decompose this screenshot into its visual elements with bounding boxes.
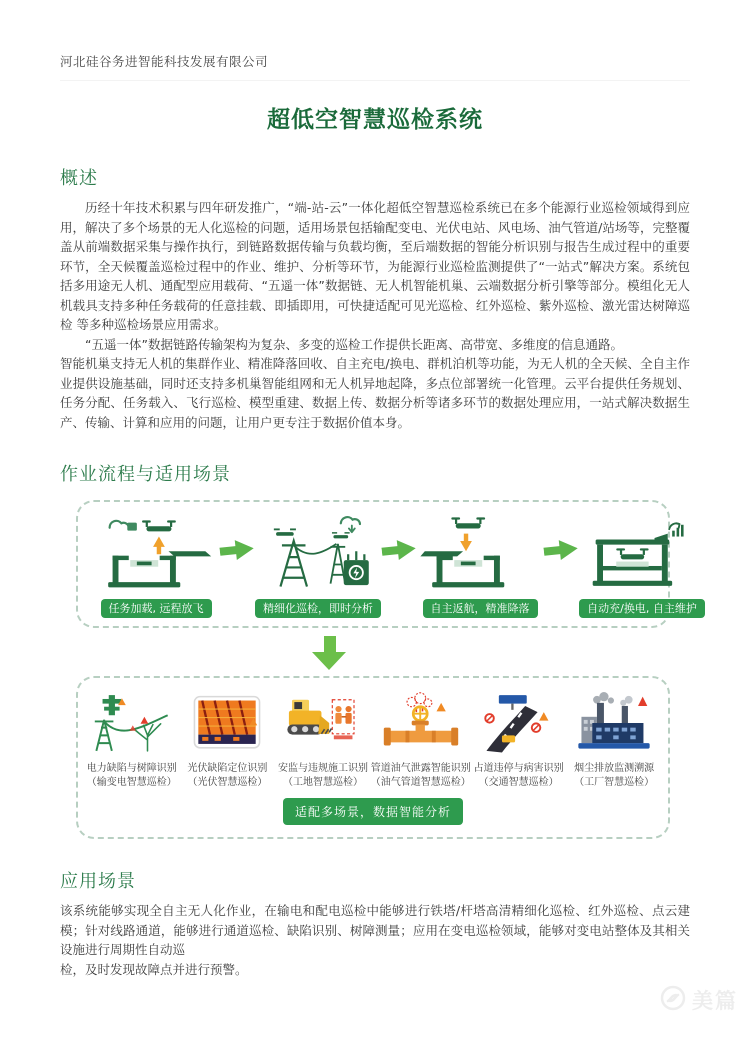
workflow-step-charge (578, 512, 706, 618)
scenario-solar (180, 690, 276, 790)
thermal-panel-icon (181, 690, 273, 754)
watermark (660, 985, 738, 1015)
workflow-heading: 作业流程与适用场景 (60, 464, 231, 485)
drone-launch-icon (92, 512, 220, 592)
scenario-factory (566, 690, 662, 790)
scenario-label: 电力缺陷与树障识别 （输变电智慧巡检） (86, 763, 177, 788)
workflow-diagram (76, 500, 697, 628)
bulldozer-icon (277, 690, 369, 754)
scenario-label: 占道违停与病害识别 （交通智慧巡检） (473, 763, 564, 788)
scenario-label: 管道油气泄露智能识别 （油气管道智慧巡检） (370, 763, 471, 788)
scenario-construction (275, 690, 371, 790)
meipian-logo-icon (660, 985, 686, 1015)
watermark-brand: 美篇 (692, 989, 738, 1013)
road-inspection-icon (473, 690, 565, 754)
power-inspection-icon (254, 512, 382, 592)
workflow-step-return (416, 512, 544, 618)
overview-paragraph-3: 智能机巢支持无人机的集群作业、精准降落回收、自主充电/换电、群机泊机等功能，为无人机的全天候、全自主作业提供设施基础，同时还支持多机巢智能组网和无人机异地起降，多点位部署统一化管理。云平台提供任务规划、任务分配、任务载入、飞行巡检、模型重建、数据上传、数据分析等诸多环节的数据处理应用，一站式解决数据生产、传输、计算和应用的问题，让用户更专注于数据价值本身。 (60, 356, 690, 430)
application-paragraph-2: 检，及时发现故障点并进行预警。 (60, 961, 248, 977)
charging-dock-icon (578, 512, 706, 592)
right-arrow-icon (219, 536, 256, 567)
factory-emission-icon (568, 690, 660, 754)
scenario-label: 安监与违规施工识别 （工地智慧巡检） (277, 763, 368, 788)
overview-paragraph-1: 历经十年技术积累与四年研发推广，“端-站-云”一体化超低空智慧巡检系统已在多个能源行业巡检领域得到应用，解决了多个场景的无人化巡检的问题，适用场景包括输配变电、光伏电站、风电场、油气管道/站场等，完整覆盖从前端数据采集与操作执行，到链路数据传输与负载均衡，至后端数据的智能分析识别与报告生成过程中的重要环节，全天候覆盖巡检过程中的作业、维护、分析等环节，为能源行业巡检监测提供了“一站式”解决方案。系统包括多用途无人机、通配型应用载荷、“五遥一体”数据链、无人机智能机巢、云端数据分析引擎等部分。模组化无人机载具支持多种任务载荷的任意挂载、即插即用，可快捷适配可见光巡检、红外巡检、紫外巡检、激光雷达树障巡检 等多种巡检场景应用需求。 (60, 200, 690, 332)
drone-landing-icon (416, 512, 544, 592)
scenarios-diagram (76, 676, 670, 839)
overview-paragraph-2: “五遥一体”数据链路传输架构为复杂、多变的巡检工作提供长距离、高带宽、多维度的信息通路。 (85, 336, 623, 352)
overview-heading: 概述 (60, 168, 98, 189)
workflow-step-label: 自动充/换电, 自主维护 (579, 599, 705, 618)
scenario-power (84, 690, 180, 790)
workflow-step-label: 精细化巡检，即时分析 (255, 599, 381, 618)
application-paragraph-1: 该系统能够实现全自主无人化作业，在输电和配电巡检中能够进行铁塔/杆塔高清精细化巡检、红外巡检、点云建模；针对线路通道，能够进行通道巡检、缺陷识别、树障测量；应用在变电巡检领域，能够对变电站整体及其相关设施进行周期性自动巡 (60, 903, 690, 957)
pipeline-valve-icon (375, 690, 467, 754)
right-arrow-icon (543, 536, 580, 567)
right-arrow-icon (381, 536, 418, 567)
company-name: 河北硅谷务进智能科技发展有限公司 (60, 52, 690, 81)
scenario-label: 光伏缺陷定位识别 （光伏智慧巡检） (187, 763, 268, 788)
workflow-step-inspect (254, 512, 382, 618)
workflow-step-label: 自主返航，精准降落 (423, 599, 538, 618)
page-header (60, 0, 690, 81)
workflow-step-label: 任务加载, 远程放飞 (101, 599, 212, 618)
down-arrow-icon (312, 636, 348, 670)
scenarios-badge: 适配多场景，数据智能分析 (283, 798, 463, 825)
scenario-pipeline (371, 690, 471, 790)
scenario-label: 烟尘排放监测溯源 （工厂智慧巡检） (574, 763, 655, 788)
scenario-traffic (471, 690, 567, 790)
page-title: 超低空智慧巡检系统 (267, 107, 483, 133)
power-line-tree-icon (86, 690, 178, 754)
workflow-step-launch (92, 512, 220, 618)
application-heading: 应用场景 (60, 871, 136, 892)
